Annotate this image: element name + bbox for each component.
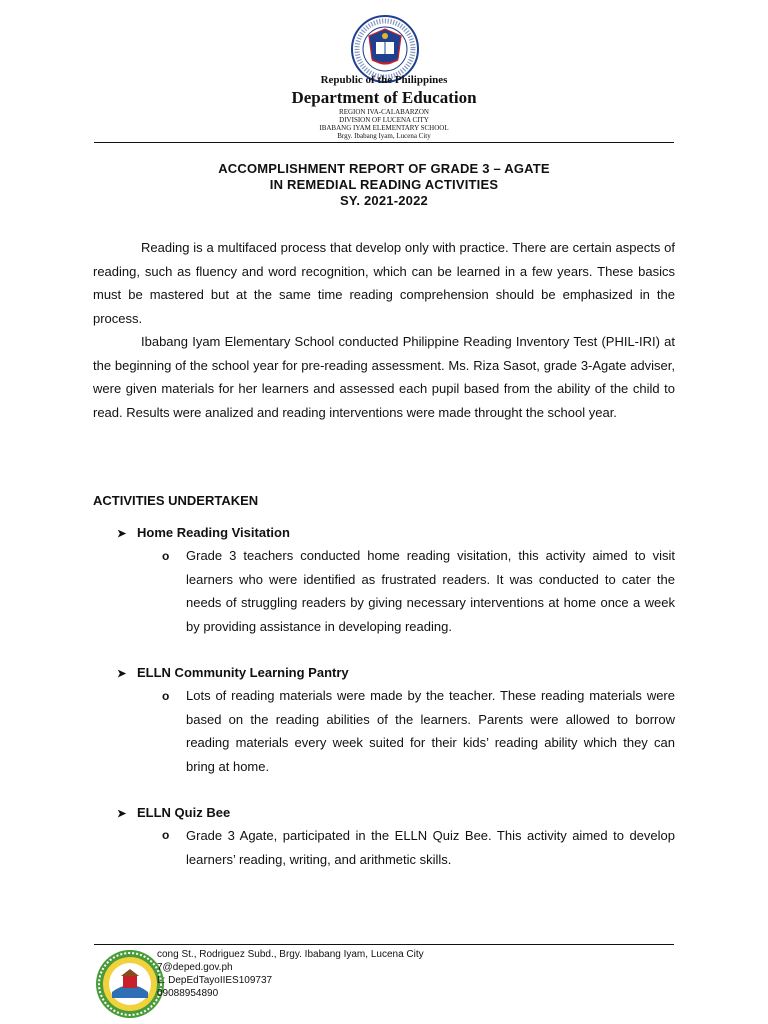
arrow-bullet-icon: ➤ [117, 668, 127, 680]
activity-title: ELLN Community Learning Pantry [137, 665, 349, 680]
report-title-line-3: SY. 2021-2022 [340, 193, 428, 208]
school-label: IBABANG IYAM ELEMENTARY SCHOOL [319, 124, 449, 132]
footer-divider [94, 944, 674, 945]
activity-item-quiz-bee [117, 805, 230, 820]
circle-bullet-icon: o [162, 549, 170, 563]
arrow-bullet-icon: ➤ [117, 528, 127, 540]
phil-iri-paragraph: Ibabang Iyam Elementary School conducted Philippine Reading Inventory Test (PHIL-IRI) at the beginning of the school year for pre-reading assessment. Ms. Riza Sasot, grade 3-Agate adviser, were given materials for her learners and assessed each pupil based from the ability of the child to read. Results were analized and reading interventions were made throught the school year. [93, 334, 675, 420]
region-label: REGION IVA-CALABARZON [339, 108, 429, 116]
footer-phone: 09088954890 [157, 988, 219, 999]
activity-description: Grade 3 teachers conducted home reading visitation, this activity aimed to visit learners who were identified as frustrated readers. It was conducted to cater the needs of struggling readers by giving necessary interventions at home once a week by providing assistance in developing reading. [186, 548, 675, 634]
footer-address: cong St., Rodriguez Subd., Brgy. Ibabang Iyam, Lucena City [157, 949, 424, 960]
activity-title: Home Reading Visitation [137, 525, 290, 540]
school-logo-icon [94, 948, 166, 1020]
republic-label: Republic of the Philippines [320, 74, 448, 86]
circle-bullet-icon: o [162, 689, 170, 703]
activities-heading: ACTIVITIES UNDERTAKEN [93, 493, 259, 508]
school-address: Brgy. Ibabang Iyam, Lucena City [337, 132, 431, 140]
header-divider [94, 142, 674, 143]
footer-email: 7@deped.gov.ph [157, 962, 233, 973]
footer-facebook: L: DepEdTayoIIES109737 [157, 975, 273, 986]
activity-title: ELLN Quiz Bee [137, 805, 231, 820]
activity-description: Lots of reading materials were made by the teacher. These reading materials were based on the reading abilities of the learners. Parents were allowed to borrow reading materials every week suited for their kids’ reading ability which they can bring at home. [186, 688, 675, 774]
division-label: DIVISION OF LUCENA CITY [339, 116, 429, 124]
activity-item-learning-pantry [117, 665, 349, 680]
activity-item-home-reading [117, 525, 290, 540]
circle-bullet-icon: o [162, 828, 170, 842]
report-title-line-2: IN REMEDIAL READING ACTIVITIES [269, 177, 499, 192]
arrow-bullet-icon: ➤ [117, 808, 127, 820]
intro-paragraph: Reading is a multifaced process that develop only with practice. There are certain aspects of reading, such as fluency and word recognition, which can be learned in a few years. These basics must be mastered but at the same time reading comprehension should be emphasized in the process. [93, 240, 675, 326]
department-name: Department of Education [291, 88, 477, 107]
report-title-line-1: ACCOMPLISHMENT REPORT OF GRADE 3 – AGATE [218, 161, 550, 176]
activity-description: Grade 3 Agate, participated in the ELLN Quiz Bee. This activity aimed to develop learners’ reading, writing, and arithmetic skills. [186, 828, 675, 867]
